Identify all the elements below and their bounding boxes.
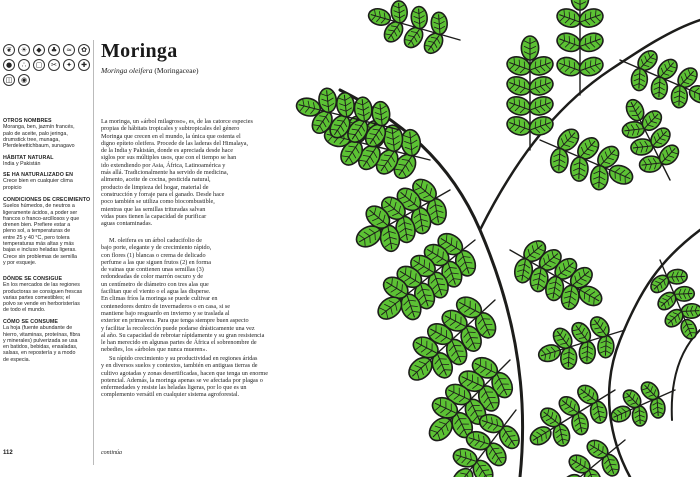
fruit-icon: ● (3, 59, 15, 71)
naturalizado-section (3, 172, 91, 191)
donde-text (3, 282, 91, 313)
text-line: Moringa que crecen en el mundo, la única que ostenta el (101, 132, 241, 140)
otros-nombres-section (3, 118, 91, 149)
text-line: temperaturas más altas y más (3, 241, 74, 248)
text-line: y minerales) pulverizada se usa (3, 337, 78, 344)
text-line: más allá. Tradicionalmente ha servido de medicina, (101, 169, 229, 177)
text-line: propias de hábitats tropicales y subtropicales del género (101, 125, 240, 133)
leaflet (651, 77, 668, 100)
text-line: bajas e incluso heladas ligeras. (3, 247, 77, 254)
text-line: en batidos, bebidas, ensaladas, (3, 344, 78, 351)
leaflet (590, 165, 609, 190)
leaflet (527, 114, 555, 138)
text-line: de especia. (3, 356, 31, 363)
leaflet (527, 94, 555, 118)
text-line: complemento versátil en cualquier sistema agroforestal. (101, 391, 240, 399)
leaflet (411, 6, 428, 29)
text-line: nebedies, los «árboles que nunca mueren». (101, 346, 208, 354)
medicine-icon: ✚ (78, 59, 90, 71)
page-title: Moringa (101, 40, 178, 62)
body-paragraph-3 (101, 355, 291, 399)
text-line: varias partes comestibles; el (3, 294, 70, 301)
wood-icon: ◫ (3, 74, 15, 86)
family-name: (Moringaceae) (154, 66, 199, 75)
text-line: potencial. Además, la moringa apenas se ve afectada por plagas o (101, 376, 263, 384)
text-line: Moranga, ben, jazmín francés, (3, 124, 75, 131)
text-line: India y Pakistán (3, 161, 41, 168)
leaflet (632, 406, 648, 427)
condiciones-text (3, 203, 91, 266)
condiciones-section (3, 197, 91, 266)
otros-nombres-heading: OTROS NOMBRES (3, 118, 52, 124)
leaflet (579, 341, 596, 364)
text-line: de todo el mundo. (3, 307, 46, 314)
text-line: siglos por sus múltiples usos, que con el tiempo se han (101, 154, 237, 162)
text-line: redondeadas de color marrón oscuro y de (101, 273, 204, 281)
text-line: drumstick tree, munaga, (3, 136, 60, 143)
moringa-illustration (280, 0, 700, 477)
leaflet (367, 6, 393, 27)
consume-text (3, 325, 91, 363)
text-line: alimento, aceite de cocina, pesticida natural, (101, 176, 211, 184)
text-line: un centímetro de diámetro con tres alas que (101, 280, 209, 288)
icon-grid (3, 44, 91, 86)
text-line: ligeramente ácidos, a poder ser (3, 209, 78, 216)
text-line: Crece sin problemas de semilla (3, 253, 77, 260)
consume-heading: CÓMO SE CONSUME (3, 319, 59, 325)
column-divider (93, 40, 94, 465)
soil-icon: ≈ (63, 44, 75, 56)
leaflet (597, 335, 614, 358)
text-line: La hoja (fuente abundante de (3, 325, 73, 332)
leaflet (577, 30, 605, 54)
text-line: salsas, en repostería y a modo (3, 350, 76, 357)
text-line: vidas pues tienen la capacidad de purificar (101, 212, 207, 220)
consume-section (3, 319, 91, 363)
leaflet (667, 269, 688, 284)
leaflet (527, 423, 554, 448)
text-line: En los mercados de las regiones (3, 282, 80, 289)
text-line: al año. Su capacidad de rebrotar rápidamente y su gran resistencia (101, 331, 265, 339)
scissors-icon: ✂ (48, 59, 60, 71)
text-line: pleno sol, a temperaturas de (3, 228, 71, 235)
text-line: perfume a las que siguen frutos (2) en forma (101, 258, 211, 266)
leaflet (570, 157, 589, 182)
text-line: polvo se vende en herboristerías (3, 301, 80, 308)
text-line: hierro, vitaminas, proteínas, fibra (3, 331, 81, 338)
leaflet (671, 85, 688, 108)
text-line: le han merecido en algunas partes de África el sobrenombre de (101, 339, 257, 347)
leaflet (631, 68, 648, 91)
donde-section (3, 276, 91, 314)
text-line: palo de aceite, palo jeringa, (3, 130, 68, 137)
leaflet (550, 148, 569, 173)
leaflet (521, 36, 538, 60)
tree-icon: ♣ (48, 44, 60, 56)
text-line: Suelos húmedos, de neutros a (3, 203, 75, 210)
text-line: Pferdeleettichbaum, sunagavo (3, 143, 75, 150)
text-line: La moringa, un «árbol milagroso», es, de las catorce especies (101, 118, 253, 125)
pet-icon: ◉ (18, 74, 30, 86)
continua-label: continúa (101, 450, 122, 456)
text-line: digno epíteto oleifera. Procede de las laderas del Himalaya, (101, 139, 249, 147)
text-line: Su rápido crecimiento y su productividad en regiones áridas (109, 355, 258, 362)
text-line: y por esqueje. (3, 259, 37, 266)
drop-icon: ◆ (33, 44, 45, 56)
leaflet (431, 12, 448, 35)
pot-icon: ▢ (33, 59, 45, 71)
text-line: cultivo agotadas y zonas desertificadas, hacen que tenga un enorme (101, 369, 268, 377)
stem (672, 330, 700, 420)
body-paragraph-1 (101, 118, 291, 227)
leaflet (674, 286, 695, 301)
text-line: ido extendiendo por Asia, África, Latinoamérica y (101, 161, 226, 169)
latin-name: Moringa oleifera (101, 66, 153, 75)
text-line: bajo porte, elegante y de crecimiento rápido, (101, 244, 212, 252)
page-number: 112 (3, 450, 13, 456)
leaflet (554, 30, 582, 54)
text-line: M. oleifera es un árbol caducifolio de (109, 237, 202, 244)
text-line: mantiene bajo resguardo en invierno y se traslada al (101, 309, 230, 317)
naturalizado-heading: SE HA NATURALIZADO EN (3, 172, 74, 178)
habitat-text (3, 161, 91, 167)
leaflet (527, 74, 555, 98)
text-line: y facilitar la recolección puede podarse drásticamente una vez (101, 324, 255, 332)
leaflet (504, 74, 532, 98)
otros-nombres-text (3, 124, 91, 149)
text-line: con flores (1) blancas o crema de delicado (101, 251, 206, 259)
text-line: producto de limpieza del hogar, material de (101, 183, 209, 191)
bee-icon: ✦ (63, 59, 75, 71)
text-line: de la India y Pakistán, donde es apreciada desde hace (101, 147, 233, 155)
text-line: aguas contaminadas. (101, 220, 153, 228)
flower-icon: ✿ (78, 44, 90, 56)
habitat-section (3, 155, 91, 168)
leaflet (400, 129, 421, 157)
text-line: poco también se utiliza como biocombustible, (101, 198, 215, 206)
sidebar (0, 0, 93, 477)
donde-heading: DÓNDE SE CONSIGUE (3, 276, 63, 282)
text-line: francos o franco-arcillosos y que (3, 215, 80, 222)
leaflet (650, 398, 666, 419)
text-line: de vainas que contienen unas semillas (3) (101, 266, 204, 274)
text-line: En climas fríos la moringa se puede cultivar en (101, 295, 218, 303)
condiciones-heading: CONDICIONES DE CRECIMIENTO (3, 197, 91, 203)
leaflet (681, 303, 700, 318)
leaf-icon: ❦ (3, 44, 15, 56)
naturalizado-text (3, 178, 91, 191)
text-line: enfermedades y resiste las heladas ligeras, por lo que es un (101, 384, 247, 392)
text-line: y en diversos suelos y contextos, también en antiguas tierras de (101, 362, 258, 370)
text-line: entre 25 y 40 °C, pero tolera (3, 234, 70, 241)
leaflet (391, 0, 408, 23)
leaflet (554, 54, 582, 78)
leaflet (504, 94, 532, 118)
page-subtitle (101, 66, 198, 75)
leaflet (504, 114, 532, 138)
habitat-heading: HÁBITAT NATURAL (3, 155, 54, 161)
text-line: productoras se consiguen frescas (3, 288, 83, 295)
leaflet (571, 0, 588, 10)
sun-icon: ☀ (18, 44, 30, 56)
text-line: Crece bien en cualquier clima (3, 178, 73, 185)
text-line: contenedores dentro de invernaderos o en casa, si se (101, 302, 231, 310)
text-line: mientras que las semillas trituradas salvan (101, 205, 206, 213)
text-line: construcción y forraje para el ganado. Desde hace (101, 190, 225, 198)
stem (609, 230, 700, 477)
text-line: exterior en primavera. Para que tenga siempre buen aspecto (101, 317, 249, 325)
leaflet (560, 347, 577, 370)
text-line: drenen bien. Prefiere estar a (3, 222, 71, 229)
text-line: propicio (3, 184, 22, 191)
text-line: facilitan que el viento o el agua las disperse. (101, 288, 211, 296)
seed-icon: ∴ (18, 59, 30, 71)
body-paragraph-2 (101, 237, 291, 354)
